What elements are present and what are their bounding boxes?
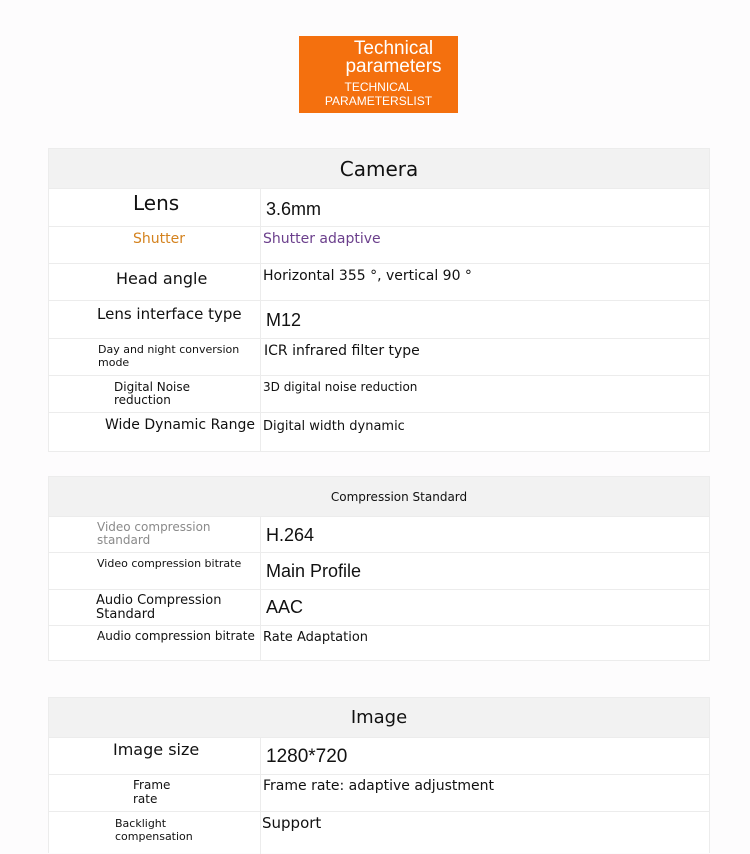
- banner-line-3: TECHNICAL: [344, 80, 413, 94]
- row-label-line-1: Day and night conversion: [98, 343, 240, 356]
- image-table-header: [49, 698, 709, 738]
- banner-line-1: Technical: [353, 38, 434, 59]
- row-value: Rate Adaptation: [263, 630, 369, 645]
- table-row: [49, 227, 709, 264]
- row-label: Shutter: [133, 231, 185, 247]
- compression-table-header: [49, 477, 709, 517]
- row-label-line-2: rate: [133, 792, 158, 806]
- compression-table-title: Compression Standard: [330, 489, 468, 504]
- image-table: [48, 697, 710, 853]
- row-value: 3.6mm: [266, 199, 322, 219]
- table-row: [49, 626, 709, 660]
- row-label-line-2: Standard: [96, 607, 156, 622]
- row-label: Audio compression bitrate: [97, 629, 255, 643]
- row-label-line-1: Audio Compression: [96, 593, 222, 608]
- row-value: Shutter adaptive: [263, 231, 381, 247]
- row-label-line-1: Video compression: [97, 520, 211, 534]
- banner-line-2: parameters: [345, 56, 442, 77]
- row-value: Horizontal 355 °, vertical 90 °: [263, 268, 472, 284]
- row-value: Main Profile: [266, 561, 362, 581]
- compression-table: [48, 476, 710, 661]
- row-label: Wide Dynamic Range: [105, 417, 255, 433]
- table-row: [49, 775, 709, 812]
- table-row: [49, 339, 709, 376]
- banner-line-4: PARAMETERSLIST: [324, 94, 433, 108]
- table-row: [49, 738, 709, 775]
- image-table-title: Image: [350, 707, 408, 728]
- row-value: Frame rate: adaptive adjustment: [263, 778, 494, 794]
- table-row: [49, 264, 709, 301]
- row-value: Digital width dynamic: [263, 419, 405, 434]
- table-row: [49, 517, 709, 553]
- table-row: [49, 189, 709, 227]
- camera-table-title: Camera: [339, 156, 419, 181]
- row-label: Lens interface type: [97, 305, 242, 323]
- table-row: [49, 301, 709, 339]
- table-row: [49, 376, 709, 413]
- camera-table: [48, 148, 710, 452]
- row-label-line-1: Frame: [133, 778, 171, 792]
- row-value: Support: [262, 814, 322, 832]
- row-label-line-1: Backlight: [115, 817, 167, 830]
- row-value: M12: [266, 310, 302, 330]
- row-value: 3D digital noise reduction: [263, 380, 418, 394]
- row-label: Head angle: [116, 269, 208, 288]
- row-value: AAC: [266, 597, 304, 617]
- row-label-line-1: Digital Noise: [114, 380, 191, 394]
- camera-table-header: [49, 149, 709, 189]
- table-row: [49, 553, 709, 590]
- table-row: [49, 812, 709, 854]
- row-label-line-2: reduction: [114, 393, 171, 407]
- row-label: Video compression bitrate: [97, 557, 242, 570]
- row-label-line-2: standard: [97, 533, 151, 547]
- row-label-line-2: mode: [98, 356, 130, 369]
- row-value: ICR infrared filter type: [264, 343, 420, 359]
- row-label: Image size: [113, 740, 200, 759]
- row-label: Lens: [133, 191, 180, 215]
- table-row: [49, 590, 709, 626]
- table-row: [49, 413, 709, 451]
- title-banner: [299, 36, 458, 113]
- row-label-line-2: compensation: [115, 830, 193, 843]
- row-value: H.264: [266, 525, 315, 545]
- row-value: 1280*720: [266, 746, 348, 767]
